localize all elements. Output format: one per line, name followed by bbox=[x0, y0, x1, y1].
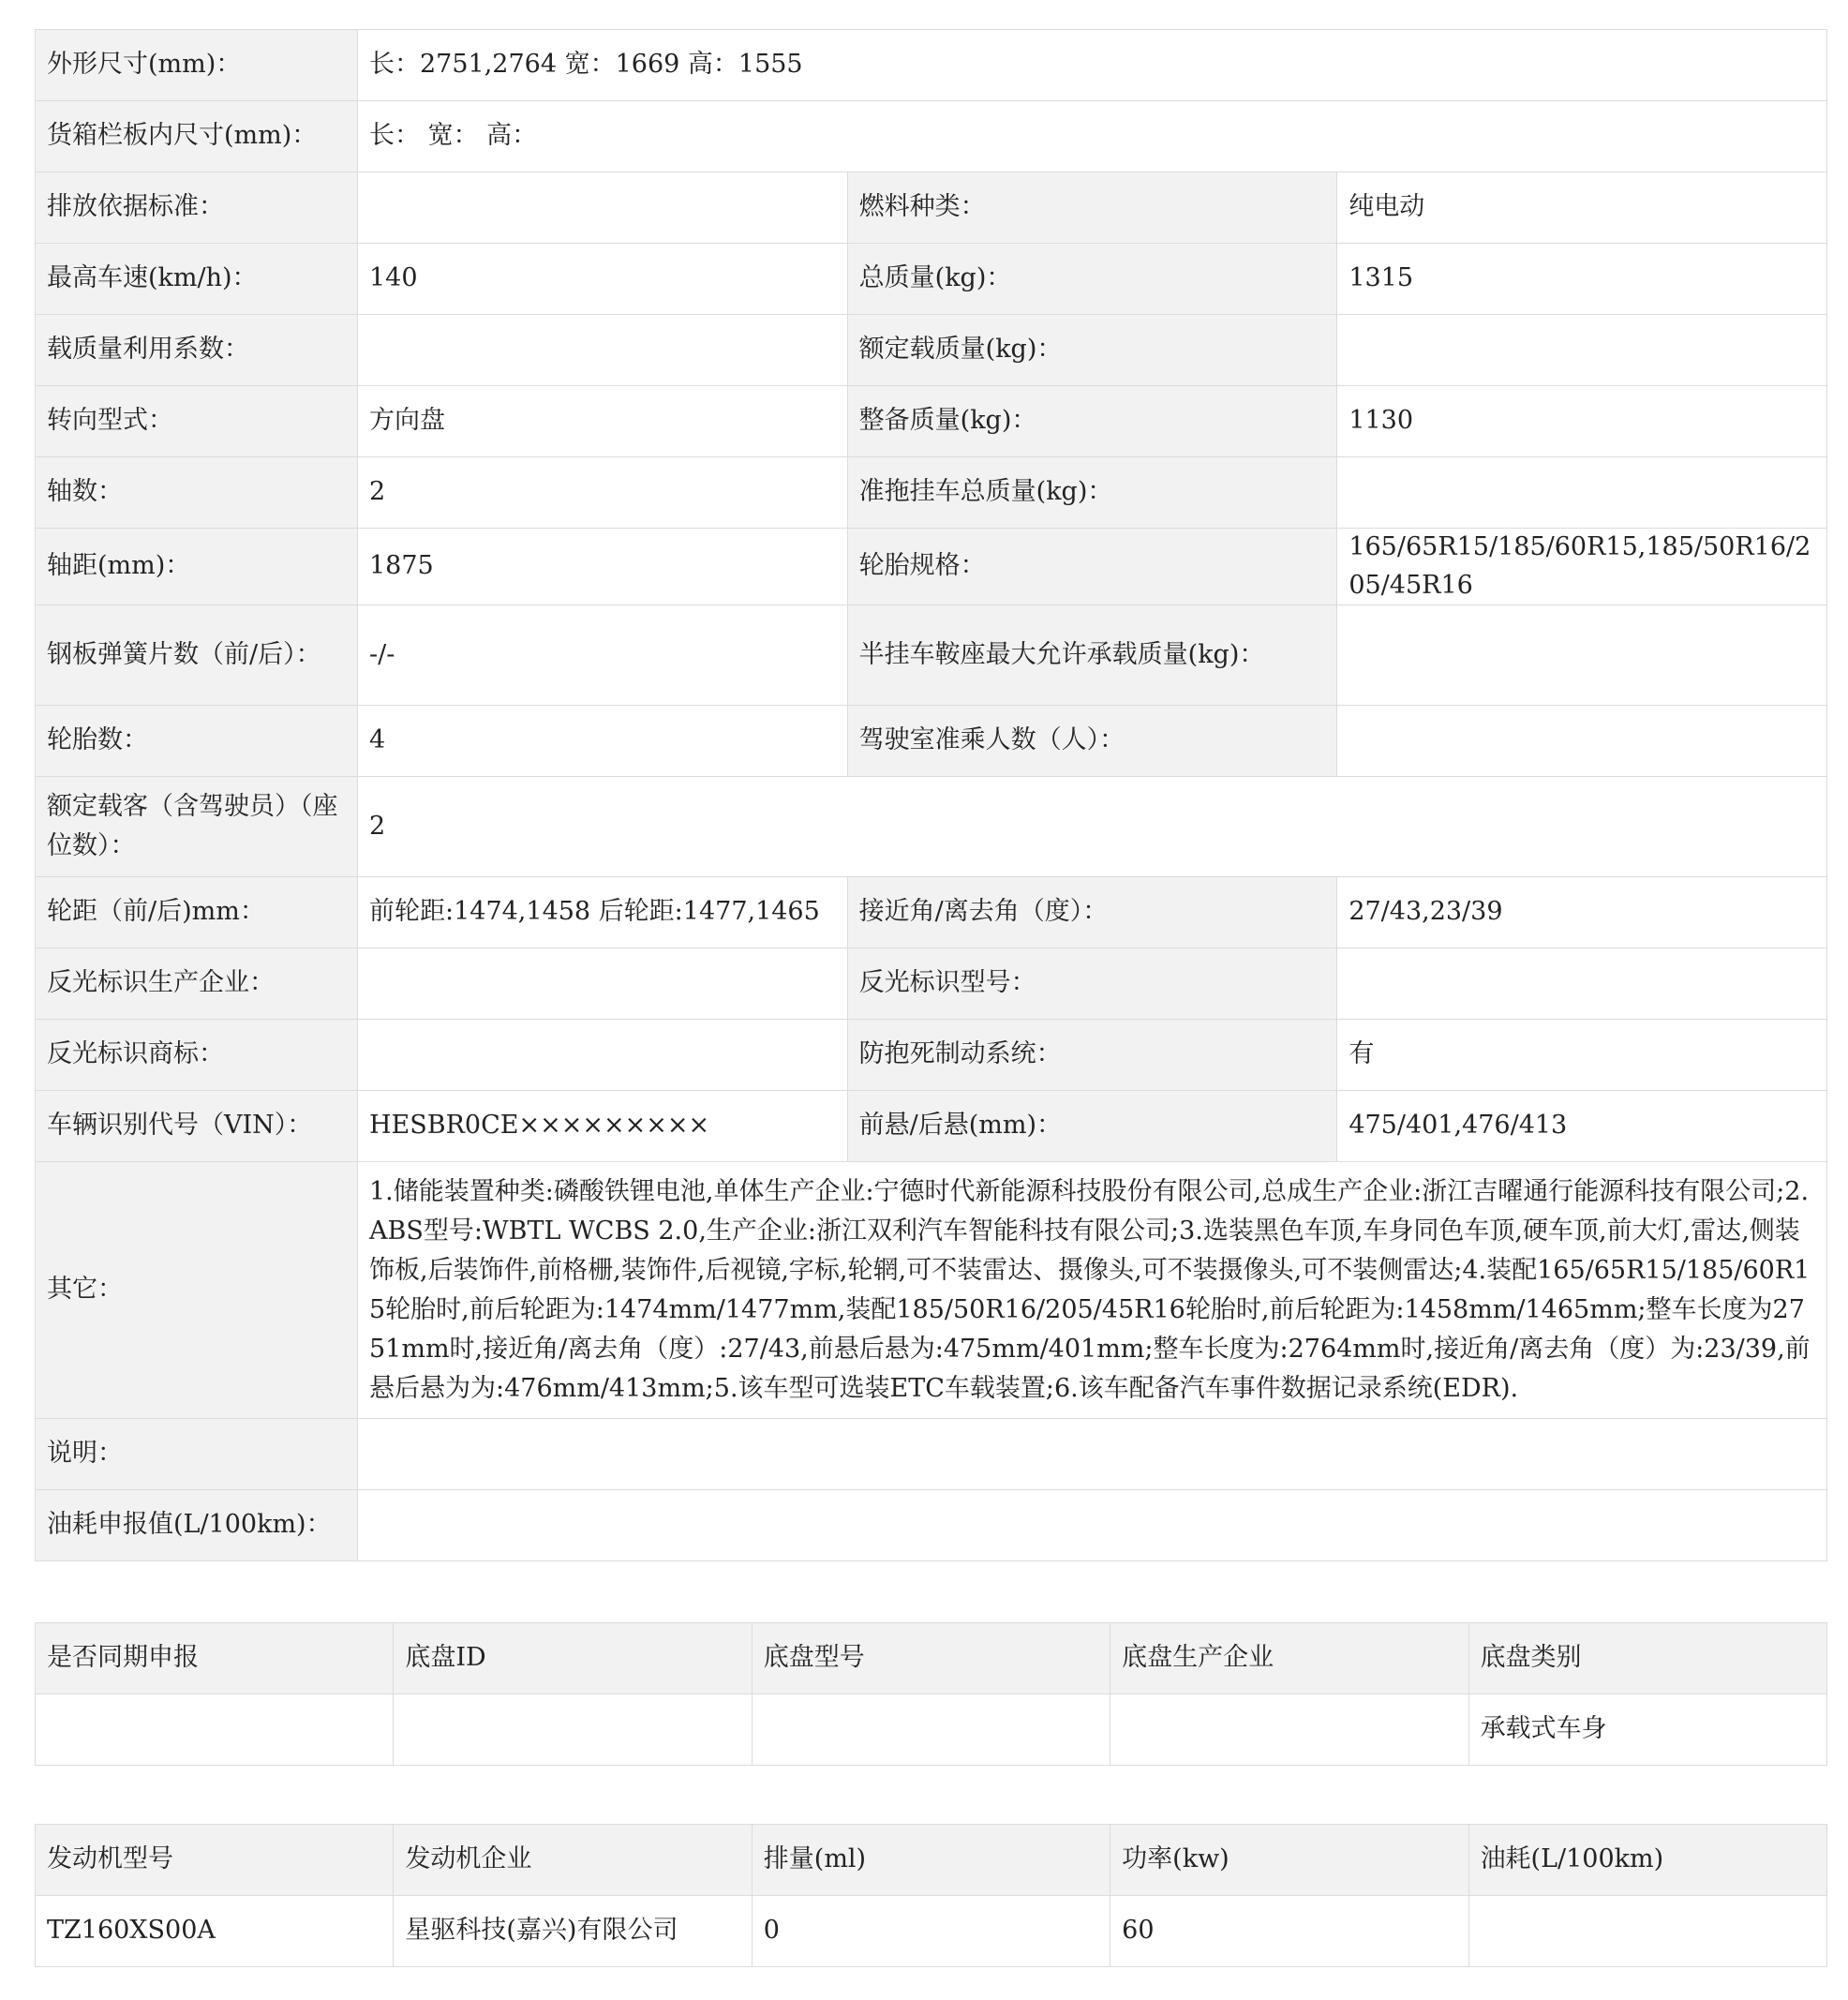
table-row bbox=[36, 529, 1827, 605]
column-header: 发动机企业 bbox=[394, 1825, 752, 1896]
table-cell: 承载式车身 bbox=[1468, 1694, 1826, 1766]
table-cell: 0 bbox=[752, 1896, 1110, 1967]
table-cell bbox=[36, 1694, 394, 1766]
rated-load-value bbox=[1337, 315, 1827, 386]
reflect-brand-value bbox=[358, 1020, 848, 1091]
reflect-model-label: 反光标识型号： bbox=[847, 948, 1337, 1020]
table-cell bbox=[752, 1694, 1110, 1766]
vin-label: 车辆识别代号（VIN）： bbox=[36, 1091, 358, 1162]
speed-label: 最高车速(km/h)： bbox=[36, 244, 358, 315]
vehicle-spec-table bbox=[35, 29, 1827, 1561]
table-row bbox=[36, 1020, 1827, 1091]
wheelbase-value: 1875 bbox=[358, 529, 848, 605]
column-header: 底盘型号 bbox=[752, 1623, 1110, 1694]
load-util-label: 载质量利用系数： bbox=[36, 315, 358, 386]
fuel-label: 燃料种类： bbox=[847, 172, 1337, 244]
table-row bbox=[36, 706, 1827, 777]
track-value: 前轮距:1474,1458 后轮距:1477,1465 bbox=[358, 877, 848, 948]
load-util-value bbox=[358, 315, 848, 386]
passengers-label: 额定载客（含驾驶员）（座位数）： bbox=[36, 777, 358, 877]
tire-count-value: 4 bbox=[358, 706, 848, 777]
table-row bbox=[36, 1419, 1827, 1490]
table-row bbox=[36, 877, 1827, 948]
dimensions-value: 长：2751,2764 宽：1669 高：1555 bbox=[358, 30, 1827, 101]
emission-label: 排放依据标准： bbox=[36, 172, 358, 244]
reflect-brand-label: 反光标识商标： bbox=[36, 1020, 358, 1091]
cab-passengers-label: 驾驶室准乘人数（人）： bbox=[847, 706, 1337, 777]
track-label: 轮距（前/后)mm： bbox=[36, 877, 358, 948]
rated-load-label: 额定载质量(kg)： bbox=[847, 315, 1337, 386]
table-row bbox=[36, 1694, 1827, 1766]
other-value: 1.储能装置种类:磷酸铁锂电池,单体生产企业:宁德时代新能源科技股份有限公司,总成生产企业:浙江吉曜通行能源科技有限公司;2.ABS型号:WBTL WCBS 2.0,生产企业:浙江双利汽车智能科技有限公司;3.选装黑色车顶,车身同色车顶,硬车顶,前大灯,雷达,侧装饰板,后装饰件,前格栅,装饰件,后视镜,字标,轮辋,可不装雷达、摄像头,可不装摄像头,可不装侧雷达;4.装配165/65R15/185/60R15轮胎时,前后轮距为:1474mm/1477mm,装配185/50R16/205/45R16轮胎时,前后轮距为:1458mm/1465mm;整车长度为2751mm时,接近角/离去角（度）:27/43,前悬后悬为:475mm/401mm;整车长度为:2764mm时,接近角/离去角（度）为:23/39,前悬后悬为为:476mm/413mm;5.该车型可选装ETC车载装置;6.该车配备汽车事件数据记录系统(EDR). bbox=[358, 1162, 1827, 1419]
table-header-row bbox=[36, 1825, 1827, 1896]
table-row bbox=[36, 1091, 1827, 1162]
steering-label: 转向型式： bbox=[36, 386, 358, 457]
wheelbase-label: 轴距(mm)： bbox=[36, 529, 358, 605]
reflect-maker-value bbox=[358, 948, 848, 1020]
cargo-label: 货箱栏板内尺寸(mm)： bbox=[36, 101, 358, 172]
table-cell: 星驱科技(嘉兴)有限公司 bbox=[394, 1896, 752, 1967]
passengers-value: 2 bbox=[358, 777, 1827, 877]
dimensions-label: 外形尺寸(mm)： bbox=[36, 30, 358, 101]
column-header: 底盘类别 bbox=[1468, 1623, 1826, 1694]
reflect-maker-label: 反光标识生产企业： bbox=[36, 948, 358, 1020]
leaf-spring-value: -/- bbox=[358, 605, 848, 706]
axles-label: 轴数： bbox=[36, 457, 358, 529]
speed-value: 140 bbox=[358, 244, 848, 315]
reflect-model-value bbox=[1337, 948, 1827, 1020]
column-header: 排量(ml) bbox=[752, 1825, 1110, 1896]
fuel-consumption-label: 油耗申报值(L/100km)： bbox=[36, 1490, 358, 1561]
tire-spec-label: 轮胎规格： bbox=[847, 529, 1337, 605]
table-row bbox=[36, 605, 1827, 706]
vin-value: HESBR0CE××××××××× bbox=[358, 1091, 848, 1162]
table-row bbox=[36, 101, 1827, 172]
column-header: 发动机型号 bbox=[36, 1825, 394, 1896]
angle-label: 接近角/离去角（度）： bbox=[847, 877, 1337, 948]
saddle-value bbox=[1337, 605, 1827, 706]
table-row bbox=[36, 1490, 1827, 1561]
total-mass-label: 总质量(kg)： bbox=[847, 244, 1337, 315]
table-row bbox=[36, 1162, 1827, 1419]
table-row bbox=[36, 244, 1827, 315]
table-cell: TZ160XS00A bbox=[36, 1896, 394, 1967]
cab-passengers-value bbox=[1337, 706, 1827, 777]
table-cell bbox=[394, 1694, 752, 1766]
total-mass-value: 1315 bbox=[1337, 244, 1827, 315]
angle-value: 27/43,23/39 bbox=[1337, 877, 1827, 948]
trailer-value bbox=[1337, 457, 1827, 529]
cargo-value: 长： 宽： 高： bbox=[358, 101, 1827, 172]
table-row bbox=[36, 948, 1827, 1020]
note-value bbox=[358, 1419, 1827, 1490]
table-cell bbox=[1110, 1694, 1468, 1766]
abs-value: 有 bbox=[1337, 1020, 1827, 1091]
table-row bbox=[36, 30, 1827, 101]
table-cell bbox=[1468, 1896, 1826, 1967]
saddle-label: 半挂车鞍座最大允许承载质量(kg)： bbox=[847, 605, 1337, 706]
table-row bbox=[36, 1896, 1827, 1967]
table-cell: 60 bbox=[1110, 1896, 1468, 1967]
steering-value: 方向盘 bbox=[358, 386, 848, 457]
overhang-label: 前悬/后悬(mm)： bbox=[847, 1091, 1337, 1162]
abs-label: 防抱死制动系统： bbox=[847, 1020, 1337, 1091]
column-header: 底盘生产企业 bbox=[1110, 1623, 1468, 1694]
leaf-spring-label: 钢板弹簧片数（前/后）： bbox=[36, 605, 358, 706]
tire-spec-value: 165/65R15/185/60R15,185/50R16/205/45R16 bbox=[1337, 529, 1827, 605]
note-label: 说明： bbox=[36, 1419, 358, 1490]
table-row bbox=[36, 386, 1827, 457]
column-header: 是否同期申报 bbox=[36, 1623, 394, 1694]
fuel-consumption-value bbox=[358, 1490, 1827, 1561]
emission-value bbox=[358, 172, 848, 244]
tire-count-label: 轮胎数： bbox=[36, 706, 358, 777]
column-header: 油耗(L/100km) bbox=[1468, 1825, 1826, 1896]
fuel-value: 纯电动 bbox=[1337, 172, 1827, 244]
column-header: 底盘ID bbox=[394, 1623, 752, 1694]
table-row bbox=[36, 315, 1827, 386]
other-label: 其它： bbox=[36, 1162, 358, 1419]
axles-value: 2 bbox=[358, 457, 848, 529]
curb-mass-value: 1130 bbox=[1337, 386, 1827, 457]
column-header: 功率(kw) bbox=[1110, 1825, 1468, 1896]
table-row bbox=[36, 172, 1827, 244]
overhang-value: 475/401,476/413 bbox=[1337, 1091, 1827, 1162]
chassis-table bbox=[35, 1622, 1827, 1766]
trailer-label: 准拖挂车总质量(kg)： bbox=[847, 457, 1337, 529]
curb-mass-label: 整备质量(kg)： bbox=[847, 386, 1337, 457]
table-header-row bbox=[36, 1623, 1827, 1694]
engine-table bbox=[35, 1824, 1827, 1967]
table-row bbox=[36, 457, 1827, 529]
table-row bbox=[36, 777, 1827, 877]
